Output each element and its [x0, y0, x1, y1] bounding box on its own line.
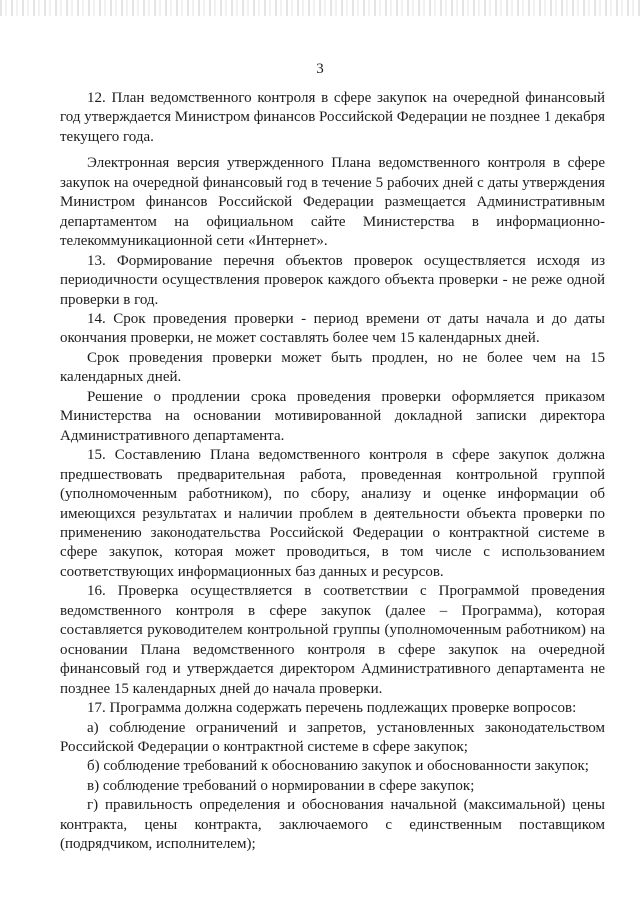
scan-top-edge	[0, 0, 640, 16]
paragraph-16: 16. Проверка осуществляется в соответствии с Программой проведения ведомственного контроля в сфере закупок (далее – Программа), которая составляется руководителем контрольной группы (уполномоченным работником) на основании Плана ведомственного контроля в сфере закупок на очередной финансовый год и утверждается директором Административного департамента не позднее 15 календарных дней до начала проверки.	[60, 583, 605, 697]
paragraph-13: 13. Формирование перечня объектов проверок осуществляется исходя из периодичности осуществления проверок каждого объекта проверки - не реже одной проверки в год.	[60, 252, 605, 308]
paragraph-12-electronic-version: Электронная версия утвержденного Плана ведомственного контроля в сфере закупок на очередной финансовый год в течение 5 рабочих дней с даты утверждения Министром финансов Российской Федерации размещается Административным департаментом на официальном сайте Министерства в информационно-телекоммуникационной сети «Интернет».	[60, 155, 605, 250]
paragraph-17-item-v: в) соблюдение требований о нормировании в сфере закупок;	[87, 777, 475, 794]
paragraph-14-decision: Решение о продлении срока проведения проверки оформляется приказом Министерства на основании мотивированной докладной записки директора Административного департамента.	[60, 388, 605, 444]
paragraph-17-item-g: г) правильность определения и обоснования начальной (максимальной) цены контракта, цены контракта, заключаемого с единственным поставщиком (подрядчиком, исполнителем);	[60, 797, 605, 853]
paragraph-14-extension: Срок проведения проверки может быть продлен, но не более чем на 15 календарных дней.	[60, 349, 605, 386]
document-body	[60, 89, 605, 855]
paragraph-12: 12. План ведомственного контроля в сфере закупок на очередной финансовый год утверждается Министром финансов Российской Федерации не позднее 1 декабря текущего года.	[60, 90, 605, 145]
paragraph-17: 17. Программа должна содержать перечень подлежащих проверке вопросов:	[87, 700, 577, 717]
paragraph-14: 14. Срок проведения проверки - период времени от даты начала и до даты окончания проверки, не может составлять более чем 15 календарных дней.	[60, 310, 605, 347]
paragraph-15: 15. Составлению Плана ведомственного контроля в сфере закупок должна предшествовать предварительная работа, проведенная контрольной группой (уполномоченным работником), по сбору, анализу и оценке информации об имеющихся результатах и наличии проблем в деятельности объекта проверки по применению законодательства Российской Федерации о контрактной системе в сфере закупок, которая может проводиться, в том числе с использованием соответствующих информационных баз данных и ресурсов.	[60, 447, 605, 580]
paragraph-17-item-b: б) соблюдение требований к обоснованию закупок и обоснованности закупок;	[87, 758, 589, 775]
paragraph-17-item-a: а) соблюдение ограничений и запретов, установленных законодательством Российской Федерации о контрактной системе в сфере закупок;	[60, 719, 605, 755]
page-number: 3	[316, 61, 324, 77]
